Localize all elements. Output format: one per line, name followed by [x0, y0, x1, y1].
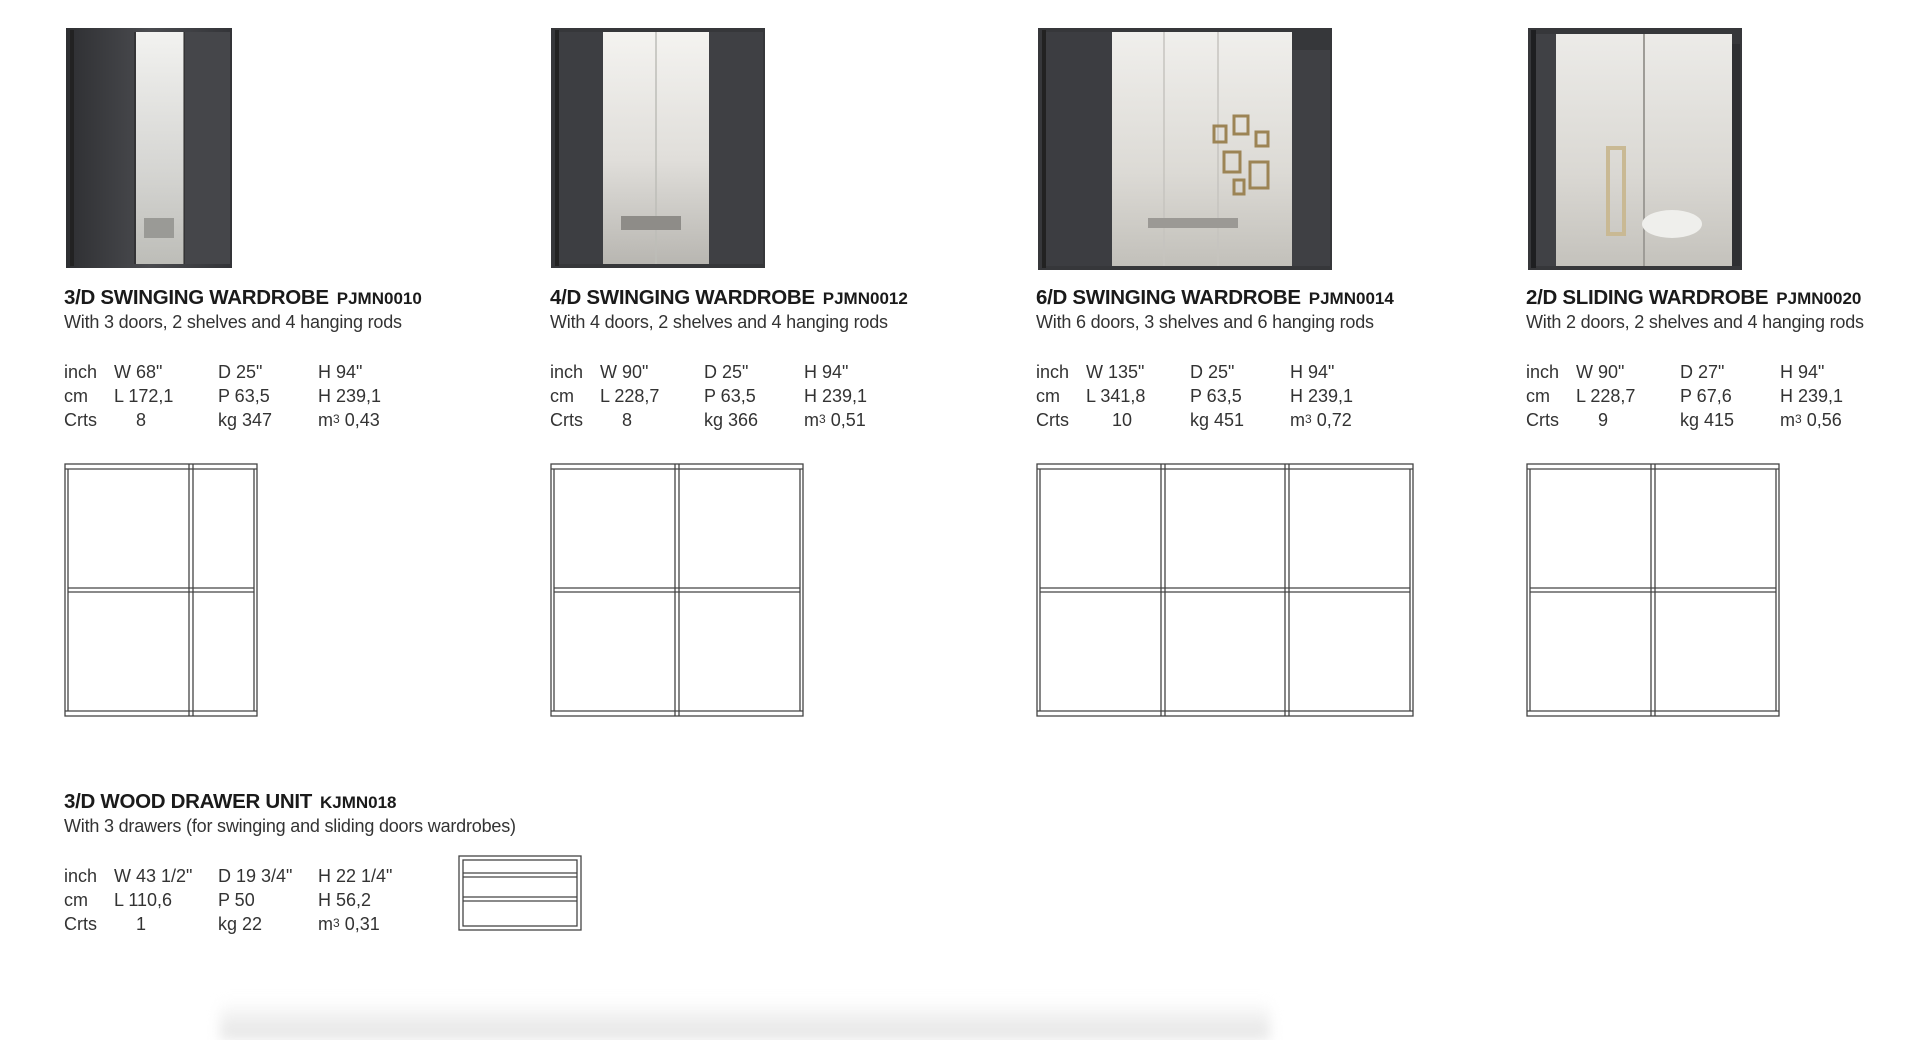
drawer-unit-diagram	[458, 855, 582, 936]
wardrobe-4d-diagram	[550, 463, 804, 722]
unit-label: Crts	[64, 914, 97, 934]
unit-label: inch	[1526, 362, 1560, 382]
wardrobe-2d-sliding-photo	[1528, 28, 1742, 268]
crates-value: 10	[1112, 410, 1133, 430]
unit-label: cm	[64, 386, 88, 406]
width-value: W 90"	[600, 362, 649, 382]
product-code: PJMN0014	[1308, 289, 1394, 308]
product-code: PJMN0010	[336, 289, 422, 308]
volume-value: $m^3$ 0,43	[318, 410, 380, 430]
height-value: H 239,1	[318, 386, 382, 406]
length-value: L 110,6	[114, 890, 173, 910]
weight-value: kg 415	[1680, 410, 1735, 430]
product-description: With 4 doors, 2 shelves and 4 hanging rods	[550, 312, 888, 332]
volume-value: $m^3$ 0,31	[318, 914, 380, 934]
unit-label: inch	[1036, 362, 1070, 382]
product-name: 2/D SLIDING WARDROBE	[1526, 286, 1769, 309]
product-title	[1526, 286, 1861, 310]
product-code: KJMN018	[319, 793, 397, 812]
wardrobe-6d-diagram	[1036, 463, 1414, 722]
unit-label: cm	[550, 386, 574, 406]
width-value: W 135"	[1086, 362, 1145, 382]
product-code: PJMN0012	[822, 289, 908, 308]
length-value: L 172,1	[114, 386, 174, 406]
weight-value: kg 366	[704, 410, 759, 430]
product-description: With 6 doors, 3 shelves and 6 hanging rods	[1036, 312, 1374, 332]
product-description: With 3 drawers (for swinging and sliding doors wardrobes)	[64, 816, 516, 836]
crates-value: 8	[622, 410, 633, 430]
product-title	[64, 790, 397, 814]
height-value: H 94"	[804, 362, 849, 382]
depth-value: D 25"	[1190, 362, 1235, 382]
product-description: With 2 doors, 2 shelves and 4 hanging rods	[1526, 312, 1864, 332]
product-code: PJMN0020	[1776, 289, 1862, 308]
depth-value: D 25"	[704, 362, 749, 382]
volume-value: $m^3$ 0,56	[1780, 410, 1842, 430]
unit-label: inch	[64, 362, 98, 382]
product-name: 6/D SWINGING WARDROBE	[1036, 286, 1301, 309]
height-value: H 94"	[1290, 362, 1335, 382]
unit-label: cm	[1036, 386, 1060, 406]
depth-value: D 25"	[218, 362, 263, 382]
height-value: H 239,1	[1780, 386, 1844, 406]
length-value: L 341,8	[1086, 386, 1146, 406]
weight-value: kg 22	[218, 914, 263, 934]
crates-value: 8	[136, 410, 147, 430]
unit-label: Crts	[64, 410, 97, 430]
wardrobe-6d-photo	[1038, 28, 1332, 268]
depth-value: P 67,6	[1680, 386, 1732, 406]
length-value: L 228,7	[1576, 386, 1636, 406]
wardrobe-2d-sliding-diagram	[1526, 463, 1780, 722]
height-value: H 239,1	[804, 386, 868, 406]
product-name: 3/D WOOD DRAWER UNIT	[64, 790, 312, 813]
unit-label: Crts	[1036, 410, 1069, 430]
unit-label: cm	[64, 890, 88, 910]
height-value: H 94"	[318, 362, 363, 382]
depth-value: P 50	[218, 890, 255, 910]
wardrobe-4d-photo	[551, 28, 765, 268]
weight-value: kg 347	[218, 410, 273, 430]
height-value: H 22 1/4"	[318, 866, 393, 886]
width-value: W 43 1/2"	[114, 866, 193, 886]
unit-label: Crts	[1526, 410, 1559, 430]
width-value: W 90"	[1576, 362, 1625, 382]
width-value: W 68"	[114, 362, 163, 382]
crates-value: 9	[1598, 410, 1609, 430]
weight-value: kg 451	[1190, 410, 1245, 430]
product-name: 3/D SWINGING WARDROBE	[64, 286, 329, 309]
page-bottom-shadow	[220, 1000, 1270, 1040]
product-title	[64, 286, 422, 310]
wardrobe-3d-photo	[66, 28, 232, 268]
unit-label: inch	[64, 866, 98, 886]
product-description: With 3 doors, 2 shelves and 4 hanging rods	[64, 312, 402, 332]
depth-value: D 19 3/4"	[218, 866, 293, 886]
height-value: H 239,1	[1290, 386, 1354, 406]
height-value: H 94"	[1780, 362, 1825, 382]
unit-label: inch	[550, 362, 584, 382]
depth-value: P 63,5	[704, 386, 756, 406]
height-value: H 56,2	[318, 890, 372, 910]
depth-value: P 63,5	[1190, 386, 1242, 406]
depth-value: P 63,5	[218, 386, 270, 406]
length-value: L 228,7	[600, 386, 660, 406]
volume-value: $m^3$ 0,51	[804, 410, 866, 430]
product-title	[1036, 286, 1394, 310]
product-title	[550, 286, 908, 310]
depth-value: D 27"	[1680, 362, 1725, 382]
volume-value: $m^3$ 0,72	[1290, 410, 1352, 430]
product-name: 4/D SWINGING WARDROBE	[550, 286, 815, 309]
crates-value: 1	[136, 914, 147, 934]
unit-label: cm	[1526, 386, 1550, 406]
unit-label: Crts	[550, 410, 583, 430]
wardrobe-3d-diagram	[64, 463, 258, 722]
